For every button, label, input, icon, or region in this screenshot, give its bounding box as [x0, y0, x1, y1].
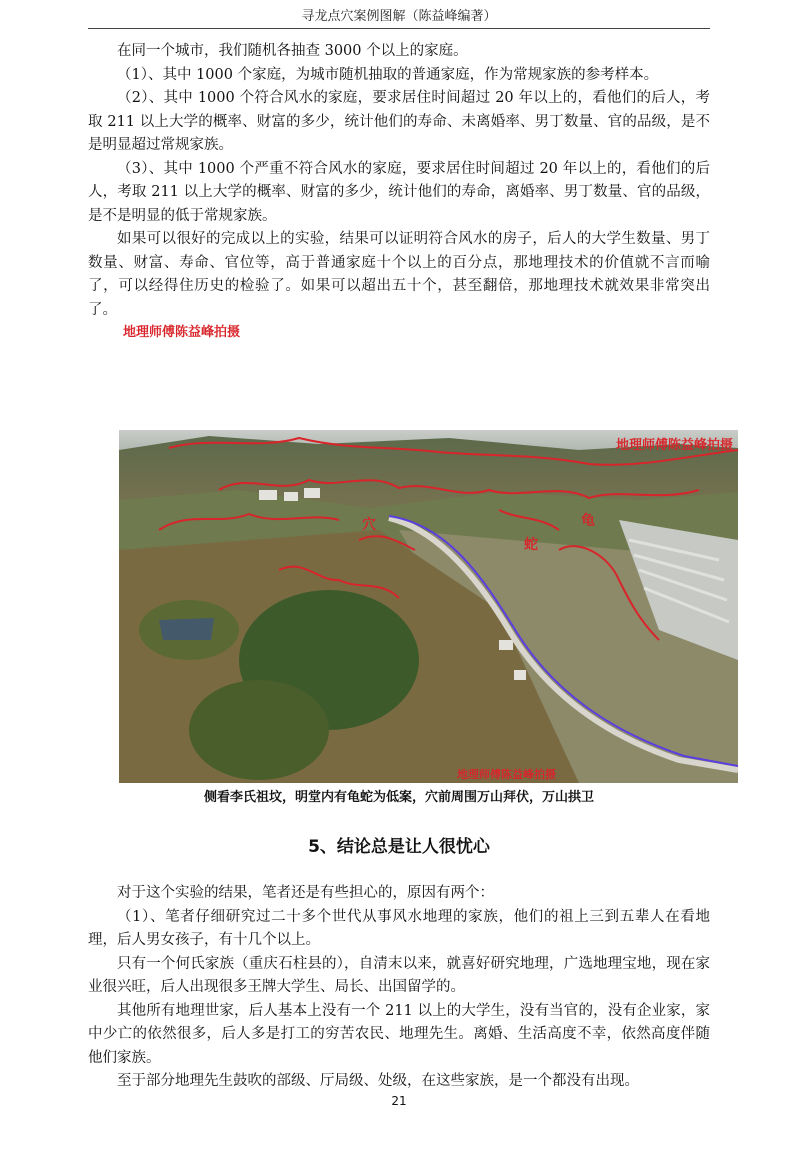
label-xue: 穴 — [362, 517, 376, 533]
conclusion-text — [88, 882, 710, 1094]
photo-caption: 侧看李氏祖坟，明堂内有龟蛇为低案，穴前周围万山拜伏，万山拱卫 — [203, 790, 594, 805]
paragraph: （1）、笔者仔细研究过二十多个世代从事风水地理的家族，他们的祖上三到五辈人在看地理，后人男女孩子，有十几个以上。 — [88, 908, 710, 948]
paragraph: 如果可以很好的完成以上的实验，结果可以证明符合风水的房子，后人的大学生数量、男丁数量、财富、寿命、官位等，高于普通家庭十个以上的百分点，那地理技术的价值就不言而喻了，可以经得住历史的检验了。如果可以超出五十个，甚至翻倍，那地理技术就效果非常突出了。 — [88, 231, 710, 318]
aerial-photo — [119, 430, 738, 783]
photographer-stamp: 地理师傅陈益峰拍摄 — [123, 325, 241, 340]
page-number: 21 — [391, 1094, 407, 1108]
label-gui: 龟 — [581, 513, 595, 529]
running-header: 寻龙点穴案例图解（陈益峰编著） — [88, 6, 710, 29]
paragraph: （2）、其中 1000 个符合风水的家庭，要求居住时间超过 20 年以上的，看他们的后人，考取 211 以上大学的概率、财富的多少，统计他们的寿命、未离婚率、男丁数量、官的品级，是不是明显超过常规家族。 — [88, 90, 710, 153]
label-she: 蛇 — [524, 537, 538, 553]
paragraph: （1）、其中 1000 个家庭，为城市随机抽取的普通家庭，作为常规家族的参考样本。 — [117, 66, 659, 83]
paragraph: 至于部分地理先生鼓吹的部级、厅局级、处级，在这些家族，是一个都没有出现。 — [117, 1073, 639, 1089]
intro-text — [88, 40, 710, 322]
paragraph: 在同一个城市，我们随机各抽查 3000 个以上的家庭。 — [117, 43, 468, 59]
paragraph: 对于这个实验的结果，笔者还是有些担心的，原因有两个： — [117, 885, 494, 901]
paragraph: （3）、其中 1000 个严重不符合风水的家庭，要求居住时间超过 20 年以上的，看他们的后人，考取 211 以上大学的概率、财富的多少，统计他们的寿命，离婚率、男丁数量、官的品级，是不是明显的低于常规家族。 — [88, 160, 710, 224]
paragraph: 只有一个何氏家族（重庆石柱县的），自清末以来，就喜好研究地理，广选地理宝地，现在家业很兴旺，后人出现很多王牌大学生、局长、出国留学的。 — [88, 955, 710, 995]
section-title: 5、结论总是让人很忧心 — [308, 837, 490, 857]
photo-stamp: 地理师傅陈益峰拍摄 — [457, 768, 556, 781]
photo-stamp: 地理师傅陈益峰拍摄 — [616, 438, 734, 453]
paragraph: 其他所有地理世家，后人基本上没有一个 211 以上的大学生，没有当官的，没有企业家，家中少亡的依然很多，后人多是打工的穷苦农民、地理先生。离婚、生活高度不幸，依然高度伴随他们家族。 — [88, 1002, 710, 1066]
